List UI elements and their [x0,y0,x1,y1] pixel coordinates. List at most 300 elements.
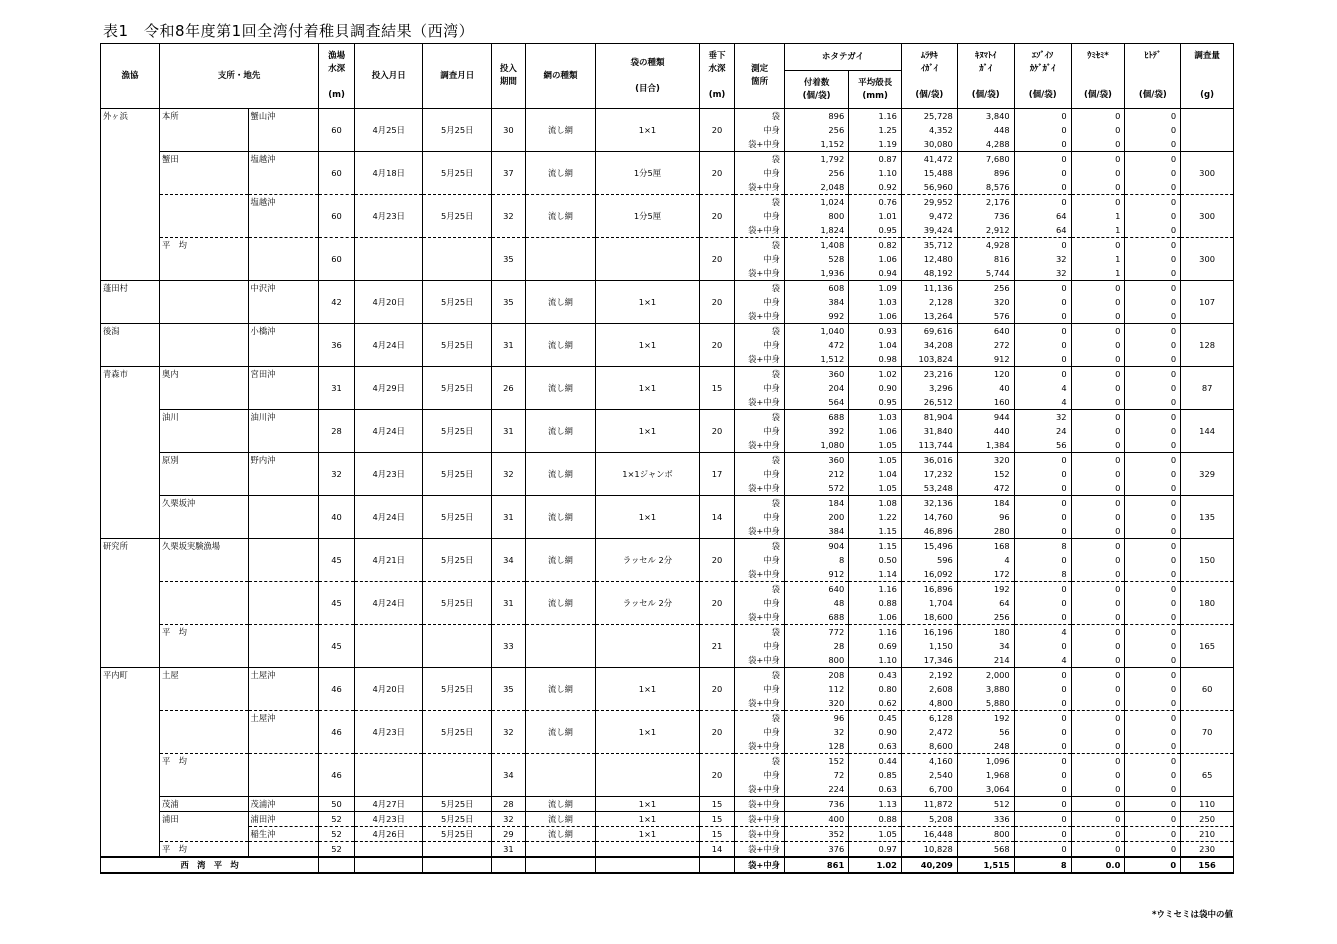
survey-cell [423,238,492,281]
period-cell: 35 [491,238,525,281]
value-cell: 0 [1014,797,1071,812]
value-cell: 0 [1071,438,1125,453]
measure-point-cell: 袋 [735,152,785,167]
value-cell: 1.25 [849,123,902,137]
value-cell: 0 [1125,266,1181,281]
value-cell: 1.10 [849,166,902,180]
value-cell: 2,472 [901,725,957,739]
measure-point-cell: 袋+中身 [735,842,785,858]
gyokyo-cell: 平内町 [101,668,160,858]
net-cell: 流し網 [525,453,596,496]
value-cell: 0 [1071,195,1125,210]
table-row [101,797,1234,812]
value-cell: 200 [784,510,848,524]
depth-cell: 52 [319,812,355,827]
measure-point-cell: 袋 [735,367,785,382]
weight-cell: 165 [1181,625,1234,668]
value-cell: 392 [784,424,848,438]
value-cell: 564 [784,395,848,410]
value-cell: 34,208 [901,338,957,352]
value-cell: 0 [1071,754,1125,769]
value-cell: 4,352 [901,123,957,137]
measure-point-cell: 中身 [735,424,785,438]
value-cell: 0 [1125,137,1181,152]
value-cell: 0 [1014,352,1071,367]
measure-point-cell: 袋+中身 [735,266,785,281]
measure-point-cell: 中身 [735,553,785,567]
measure-point-cell: 袋+中身 [735,352,785,367]
net-cell: 流し網 [525,410,596,453]
measure-point-cell: 袋 [735,539,785,554]
value-cell: 46,896 [901,524,957,539]
bag-cell: 1×1 [596,367,699,410]
value-cell: 912 [957,352,1014,367]
value-cell: 64 [957,596,1014,610]
depth-cell: 45 [319,625,355,668]
header-net-type: 網の種類 [525,44,596,109]
survey-cell: 5月25日 [423,711,492,754]
value-cell: 0 [1071,639,1125,653]
value-cell: 1,040 [784,324,848,339]
hang-cell: 20 [699,238,735,281]
header-hang-depth: 垂下 水深 (m) [699,44,735,109]
site-cell: 宮田沖 [248,367,319,410]
value-cell: 0 [1014,725,1071,739]
survey-cell: 5月25日 [423,496,492,539]
shisho-cell [160,582,249,625]
gyokyo-cell: 後潟 [101,324,160,367]
period-cell: 31 [491,496,525,539]
value-cell: 0.50 [849,553,902,567]
value-cell: 0 [1071,281,1125,296]
table-row [101,625,1234,640]
period-cell: 33 [491,625,525,668]
value-cell: 1,968 [957,768,1014,782]
value-cell: 1,936 [784,266,848,281]
insert-cell: 4月26日 [354,827,423,842]
total-value-cell: 8 [1014,857,1071,873]
table-row [101,324,1234,339]
period-cell: 26 [491,367,525,410]
bag-cell: 1分5厘 [596,195,699,238]
value-cell: 17,232 [901,467,957,481]
value-cell: 0 [1071,812,1125,827]
value-cell: 128 [784,739,848,754]
bag-cell: 1×1 [596,711,699,754]
value-cell: 0 [1014,510,1071,524]
net-cell [525,754,596,797]
value-cell: 400 [784,812,848,827]
value-cell: 0.76 [849,195,902,210]
value-cell: 376 [784,842,848,858]
measure-point-cell: 袋+中身 [735,857,785,873]
results-table [100,43,1234,874]
value-cell: 112 [784,682,848,696]
value-cell: 0 [1014,496,1071,511]
measure-point-cell: 袋 [735,324,785,339]
value-cell: 0.63 [849,782,902,797]
measure-point-cell: 袋+中身 [735,827,785,842]
measure-point-cell: 袋+中身 [735,797,785,812]
value-cell: 1,152 [784,137,848,152]
value-cell: 0 [1125,711,1181,726]
total-label: 西 湾 平 均 [101,857,319,873]
value-cell: 440 [957,424,1014,438]
value-cell: 1.16 [849,109,902,124]
value-cell: 0 [1125,180,1181,195]
hang-cell: 20 [699,711,735,754]
net-cell: 流し網 [525,367,596,410]
header-bag-type: 袋の種類 (目合) [596,44,699,109]
measure-point-cell: 中身 [735,338,785,352]
shisho-cell: 茂浦 [160,797,249,812]
insert-cell: 4月24日 [354,496,423,539]
measure-point-cell: 袋+中身 [735,696,785,711]
value-cell: 0.90 [849,725,902,739]
value-cell: 0 [1125,123,1181,137]
value-cell: 8 [784,553,848,567]
period-cell: 29 [491,827,525,842]
value-cell: 0 [1125,842,1181,858]
measure-point-cell: 中身 [735,252,785,266]
value-cell: 0 [1125,754,1181,769]
shisho-cell: 平 均 [160,842,249,858]
value-cell: 0 [1071,782,1125,797]
value-cell: 1.13 [849,797,902,812]
value-cell: 1.06 [849,610,902,625]
table-row [101,711,1234,726]
value-cell: 4,928 [957,238,1014,253]
table-row [101,238,1234,253]
net-cell [525,842,596,858]
value-cell: 224 [784,782,848,797]
depth-cell: 52 [319,842,355,858]
value-cell: 1 [1071,266,1125,281]
value-cell: 0 [1071,539,1125,554]
insert-cell [354,625,423,668]
period-cell: 32 [491,812,525,827]
value-cell: 32 [784,725,848,739]
survey-cell: 5月25日 [423,582,492,625]
bag-cell: ラッセル 2分 [596,582,699,625]
value-cell: 0.82 [849,238,902,253]
header-period: 投入 期間 [491,44,525,109]
hang-cell: 17 [699,453,735,496]
weight-cell: 180 [1181,582,1234,625]
bag-cell [596,625,699,668]
value-cell: 512 [957,797,1014,812]
value-cell: 81,904 [901,410,957,425]
value-cell: 0 [1071,668,1125,683]
period-cell: 31 [491,842,525,858]
value-cell: 320 [957,295,1014,309]
measure-point-cell: 袋+中身 [735,481,785,496]
value-cell: 1.08 [849,496,902,511]
insert-cell: 4月29日 [354,367,423,410]
value-cell: 35,712 [901,238,957,253]
empty-cell [491,857,525,873]
net-cell: 流し網 [525,668,596,711]
total-weight-cell: 156 [1181,857,1234,873]
value-cell: 896 [784,109,848,124]
value-cell: 1,824 [784,223,848,238]
value-cell: 11,136 [901,281,957,296]
value-cell: 1,384 [957,438,1014,453]
value-cell: 0 [1014,524,1071,539]
value-cell: 2,192 [901,668,957,683]
empty-cell [699,857,735,873]
measure-point-cell: 中身 [735,467,785,481]
value-cell: 0.88 [849,812,902,827]
hang-cell: 20 [699,281,735,324]
shisho-cell: 平 均 [160,625,249,668]
value-cell: 0 [1014,281,1071,296]
value-cell: 3,064 [957,782,1014,797]
value-cell: 0 [1071,524,1125,539]
value-cell: 16,896 [901,582,957,597]
value-cell: 1.10 [849,653,902,668]
hang-cell: 20 [699,152,735,195]
value-cell: 1.05 [849,827,902,842]
value-cell: 0 [1014,696,1071,711]
depth-cell: 60 [319,109,355,152]
value-cell: 56,960 [901,180,957,195]
value-cell: 8 [1014,539,1071,554]
value-cell: 0 [1014,610,1071,625]
value-cell: 23,216 [901,367,957,382]
depth-cell: 45 [319,539,355,582]
value-cell: 6,128 [901,711,957,726]
value-cell: 32 [1014,266,1071,281]
survey-cell: 5月25日 [423,152,492,195]
value-cell: 0 [1125,696,1181,711]
value-cell: 0.97 [849,842,902,858]
table-row [101,281,1234,296]
value-cell: 800 [784,653,848,668]
value-cell: 30,080 [901,137,957,152]
measure-point-cell: 中身 [735,510,785,524]
bag-cell: 1×1 [596,797,699,812]
value-cell: 4,800 [901,696,957,711]
table-row [101,109,1234,124]
value-cell: 1.22 [849,510,902,524]
measure-point-cell: 袋+中身 [735,395,785,410]
value-cell: 0 [1071,137,1125,152]
value-cell: 0 [1071,553,1125,567]
value-cell: 0 [1071,481,1125,496]
net-cell: 流し網 [525,152,596,195]
value-cell: 113,744 [901,438,957,453]
period-cell: 32 [491,711,525,754]
value-cell: 32,136 [901,496,957,511]
hang-cell: 15 [699,812,735,827]
value-cell: 640 [784,582,848,597]
value-cell: 1.03 [849,295,902,309]
value-cell: 160 [957,395,1014,410]
survey-cell: 5月25日 [423,453,492,496]
site-cell: 中沢沖 [248,281,319,324]
table-row [101,367,1234,382]
measure-point-cell: 袋+中身 [735,739,785,754]
survey-cell: 5月25日 [423,668,492,711]
value-cell: 0 [1125,238,1181,253]
value-cell: 572 [784,481,848,496]
value-cell: 0 [1071,352,1125,367]
value-cell: 688 [784,410,848,425]
hang-cell: 20 [699,324,735,367]
value-cell: 13,264 [901,309,957,324]
value-cell: 1,792 [784,152,848,167]
bag-cell: ラッセル 2分 [596,539,699,582]
value-cell: 360 [784,453,848,468]
value-cell: 0 [1125,725,1181,739]
value-cell: 8,600 [901,739,957,754]
value-cell: 28 [784,639,848,653]
measure-point-cell: 中身 [735,123,785,137]
depth-cell: 60 [319,238,355,281]
value-cell: 64 [1014,209,1071,223]
value-cell: 0.88 [849,596,902,610]
value-cell: 39,424 [901,223,957,238]
survey-cell: 5月25日 [423,539,492,582]
value-cell: 10,828 [901,842,957,858]
site-cell: 野内沖 [248,453,319,496]
value-cell: 4,288 [957,137,1014,152]
value-cell: 0 [1071,510,1125,524]
total-value-cell: 0 [1125,857,1181,873]
survey-cell [423,625,492,668]
value-cell: 0 [1014,180,1071,195]
value-cell: 16,092 [901,567,957,582]
header-shell-length: 平均殻長 (mm) [849,71,902,109]
value-cell: 0.92 [849,180,902,195]
value-cell: 0 [1014,238,1071,253]
value-cell: 32 [1014,252,1071,266]
value-cell: 1.19 [849,137,902,152]
value-cell: 0 [1014,768,1071,782]
bag-cell: 1×1 [596,410,699,453]
survey-cell: 5月25日 [423,410,492,453]
value-cell: 208 [784,668,848,683]
insert-cell: 4月23日 [354,711,423,754]
value-cell: 0 [1125,324,1181,339]
measure-point-cell: 袋+中身 [735,137,785,152]
table-row [101,195,1234,210]
insert-cell: 4月18日 [354,152,423,195]
shisho-cell: 浦田 [160,812,249,827]
table-row [101,754,1234,769]
header-murasaki: ﾑﾗｻｷ ｲｶﾞｲ (個/袋) [901,44,957,109]
weight-cell: 300 [1181,195,1234,238]
value-cell: 16,196 [901,625,957,640]
hang-cell: 20 [699,754,735,797]
value-cell: 0 [1125,438,1181,453]
value-cell: 0 [1125,424,1181,438]
value-cell: 0 [1071,582,1125,597]
value-cell: 384 [784,524,848,539]
hang-cell: 20 [699,195,735,238]
measure-point-cell: 袋 [735,410,785,425]
value-cell: 0 [1014,682,1071,696]
insert-cell: 4月23日 [354,195,423,238]
value-cell: 8,576 [957,180,1014,195]
depth-cell: 46 [319,668,355,711]
bag-cell: 1×1 [596,496,699,539]
hang-cell: 15 [699,797,735,812]
value-cell: 4 [957,553,1014,567]
value-cell: 0 [1014,367,1071,382]
value-cell: 256 [784,166,848,180]
value-cell: 53,248 [901,481,957,496]
value-cell: 4 [1014,653,1071,668]
value-cell: 2,912 [957,223,1014,238]
net-cell: 流し網 [525,797,596,812]
value-cell: 0 [1014,842,1071,858]
value-cell: 1,150 [901,639,957,653]
value-cell: 1.06 [849,424,902,438]
value-cell: 1 [1071,223,1125,238]
insert-cell: 4月27日 [354,797,423,812]
measure-point-cell: 中身 [735,639,785,653]
table-row [101,842,1234,858]
value-cell: 4,160 [901,754,957,769]
value-cell: 448 [957,123,1014,137]
site-cell: 小橋沖 [248,324,319,367]
value-cell: 18,600 [901,610,957,625]
gyokyo-cell: 青森市 [101,367,160,539]
net-cell: 流し網 [525,324,596,367]
value-cell: 0.80 [849,682,902,696]
value-cell: 0 [1125,596,1181,610]
value-cell: 0 [1071,152,1125,167]
depth-cell: 45 [319,582,355,625]
value-cell: 56 [957,725,1014,739]
value-cell: 256 [957,610,1014,625]
survey-cell [423,842,492,858]
site-cell [248,754,319,797]
weight-cell: 300 [1181,152,1234,195]
period-cell: 32 [491,195,525,238]
value-cell: 736 [957,209,1014,223]
insert-cell: 4月20日 [354,281,423,324]
value-cell: 0 [1014,582,1071,597]
total-value-cell: 0.0 [1071,857,1125,873]
value-cell: 11,872 [901,797,957,812]
gyokyo-cell: 蓬田村 [101,281,160,324]
value-cell: 2,128 [901,295,957,309]
measure-point-cell: 中身 [735,682,785,696]
value-cell: 0 [1071,696,1125,711]
total-value-cell: 861 [784,857,848,873]
value-cell: 0 [1071,682,1125,696]
survey-cell: 5月25日 [423,324,492,367]
value-cell: 608 [784,281,848,296]
weight-cell: 110 [1181,797,1234,812]
survey-cell [423,754,492,797]
depth-cell: 32 [319,453,355,496]
bag-cell: 1×1ジャンボ [596,453,699,496]
value-cell: 0 [1125,166,1181,180]
value-cell: 596 [901,553,957,567]
value-cell: 29,952 [901,195,957,210]
net-cell: 流し網 [525,195,596,238]
value-cell: 0 [1125,481,1181,496]
value-cell: 25,728 [901,109,957,124]
header-survey-date: 調査月日 [423,44,492,109]
shisho-cell: 奥内 [160,367,249,410]
header-attach-count: 付着数 (個/袋) [784,71,848,109]
value-cell: 0 [1071,625,1125,640]
